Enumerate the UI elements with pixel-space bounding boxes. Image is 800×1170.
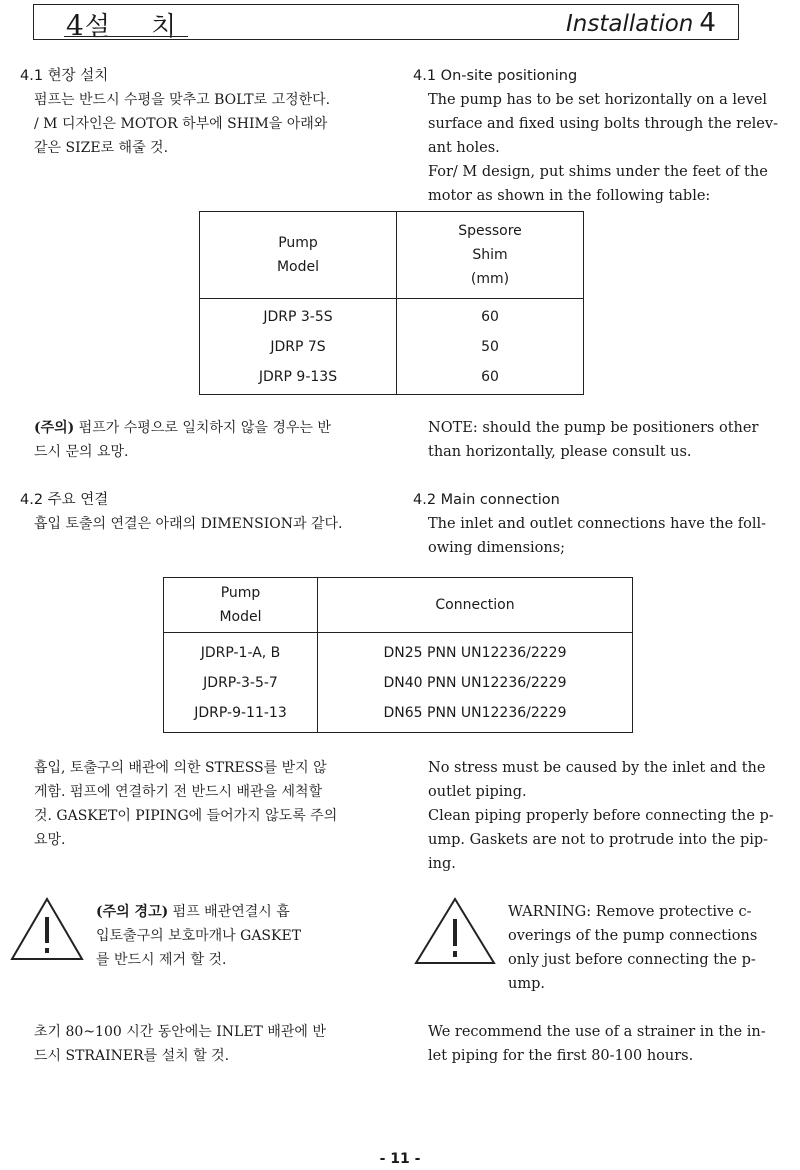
page-number: - 11 - xyxy=(379,1151,421,1167)
connection-table-header-row xyxy=(164,578,633,633)
section-4-2-en-line: The inlet and outlet connections have the foll- xyxy=(428,516,767,532)
note-en-line-1 xyxy=(428,416,758,440)
shim-table-values xyxy=(397,299,584,395)
section-4-2-heading-kr: 4.2 주요 연결 xyxy=(20,492,109,508)
warning-kr-text: 펌프 배관연결시 흡 xyxy=(168,904,290,920)
shim-table-header-shim xyxy=(397,212,584,299)
shim-table-header-shim-line: Spessore xyxy=(458,223,522,239)
connection-table-header-model-line: Pump xyxy=(220,585,261,601)
chapter-title-kr-part1: 설 xyxy=(84,12,111,42)
section-4-1-en-line: motor as shown in the following table: xyxy=(428,188,711,204)
warning-en-line-4: ump. xyxy=(508,976,545,992)
stress-en-line: Clean piping properly before connecting the p- xyxy=(428,808,774,824)
section-4-2-heading-en: 4.2 Main connection xyxy=(413,492,560,508)
note-kr-label: (주의) xyxy=(34,420,75,436)
chapter-title-en xyxy=(566,8,716,38)
table-cell-shim: 50 xyxy=(481,338,499,355)
note-en-text: should the pump be positioners other xyxy=(477,420,759,436)
shim-table-header-model-line: Model xyxy=(276,259,320,275)
warning-en-line-1 xyxy=(508,900,751,924)
table-cell-shim: 60 xyxy=(481,308,499,325)
section-4-1-en-line: The pump has to be set horizontally on a level xyxy=(428,92,768,108)
section-4-1-en-line: surface and fixed using bolts through the relev- xyxy=(428,116,778,132)
note-kr-line-1 xyxy=(34,416,331,440)
stress-en-line: ump. Gaskets are not to protrude into the pip- xyxy=(428,832,769,848)
connection-table-header-model xyxy=(164,578,318,633)
warning-kr-label: (주의 경고) xyxy=(96,904,169,920)
section-4-1-heading-en: 4.1 On-site positioning xyxy=(413,68,578,84)
stress-en-line: No stress must be caused by the inlet and the xyxy=(428,760,766,776)
table-cell-model: JDRP-9-11-13 xyxy=(194,704,287,721)
table-cell-model: JDRP 3-5S xyxy=(263,308,333,325)
section-4-1-en-line: ant holes. xyxy=(428,140,500,156)
table-cell-model: JDRP-1-A, B xyxy=(200,644,281,661)
section-4-1-kr-line: 같은 SIZE로 해줄 것. xyxy=(34,140,169,156)
stress-en-line: ing. xyxy=(428,856,456,872)
connection-table xyxy=(163,577,633,733)
shim-table-header-shim-line: (mm) xyxy=(470,271,510,287)
shim-table-header-model xyxy=(200,212,397,299)
stress-kr-line: 게함. 펌프에 연결하기 전 반드시 배관을 세척할 xyxy=(34,784,323,800)
table-cell-connection: DN65 PNN UN12236/2229 xyxy=(383,704,567,721)
stress-kr-line: 것. GASKET이 PIPING에 들어가지 않도록 주의 xyxy=(34,808,338,824)
connection-table-values xyxy=(318,633,633,733)
section-4-2-en-line: owing dimensions; xyxy=(428,540,566,556)
stress-en-line: outlet piping. xyxy=(428,784,527,800)
section-4-1-heading-kr: 4.1 현장 설치 xyxy=(20,68,109,84)
note-kr-line-2: 드시 문의 요망. xyxy=(34,444,129,460)
shim-table-models xyxy=(200,299,397,395)
chapter-title-kr-part2: 치 xyxy=(150,12,178,42)
warning-triangle-icon xyxy=(10,897,84,961)
section-4-1-kr-line: 펌프는 반드시 수평을 맞추고 BOLT로 고정한다. xyxy=(34,92,331,108)
shim-table-header-model-line: Pump xyxy=(278,235,318,251)
table-cell-connection: DN25 PNN UN12236/2229 xyxy=(383,644,567,661)
chapter-title-en-text: Installation xyxy=(566,11,694,37)
warning-triangle-icon xyxy=(414,897,496,965)
warning-kr-line-2: 입토출구의 보호마개나 GASKET xyxy=(96,928,302,944)
note-en-line-2: than horizontally, please consult us. xyxy=(428,444,692,460)
connection-table-body-row xyxy=(164,633,633,733)
warning-en-line-3: only just before connecting the p- xyxy=(508,952,756,968)
connection-table-models xyxy=(164,633,318,733)
shim-table-header-shim-line: Shim xyxy=(472,247,508,263)
warning-kr-line-3: 를 반드시 제거 할 것. xyxy=(96,952,227,968)
note-en-label: NOTE: xyxy=(428,420,478,436)
strainer-en-line: We recommend the use of a strainer in the in- xyxy=(428,1024,766,1040)
stress-kr-line: 흡입, 토출구의 배관에 의한 STRESS를 받지 않 xyxy=(34,760,327,776)
warning-en-line-2: overings of the pump connections xyxy=(508,928,758,944)
section-4-1-en-line: For/ M design, put shims under the feet of the xyxy=(428,164,768,180)
strainer-en-line: let piping for the first 80-100 hours. xyxy=(428,1048,694,1064)
shim-table xyxy=(199,211,584,395)
warning-en-label: WARNING: xyxy=(508,904,592,920)
table-cell-shim: 60 xyxy=(481,368,499,385)
note-kr-text: 펌프가 수평으로 일치하지 않을 경우는 반 xyxy=(74,420,331,436)
chapter-title-underline xyxy=(64,36,188,37)
chapter-title-kr xyxy=(66,6,177,43)
stress-kr-line: 요망. xyxy=(34,832,66,848)
chapter-number-kr: 4 xyxy=(66,9,85,42)
warning-en-text: Remove protective c- xyxy=(591,904,752,920)
warning-kr-line-1 xyxy=(96,900,290,924)
table-cell-model: JDRP 7S xyxy=(270,338,326,355)
table-cell-model: JDRP-3-5-7 xyxy=(203,674,278,691)
table-cell-model: JDRP 9-13S xyxy=(258,368,338,385)
section-4-1-kr-line: / M 디자인은 MOTOR 하부에 SHIM을 아래와 xyxy=(34,116,328,132)
shim-table-header-row xyxy=(200,212,584,299)
strainer-kr-line: 초기 80~100 시간 동안에는 INLET 배관에 반 xyxy=(34,1024,326,1040)
connection-table-header-connection: Connection xyxy=(318,578,633,633)
strainer-kr-line: 드시 STRAINER를 설치 할 것. xyxy=(34,1048,230,1064)
connection-table-header-model-line: Model xyxy=(219,609,262,625)
chapter-number-en: 4 xyxy=(699,8,716,38)
table-cell-connection: DN40 PNN UN12236/2229 xyxy=(383,674,567,691)
shim-table-body-row xyxy=(200,299,584,395)
section-4-2-kr-line: 흡입 토출의 연결은 아래의 DIMENSION과 같다. xyxy=(34,516,343,532)
